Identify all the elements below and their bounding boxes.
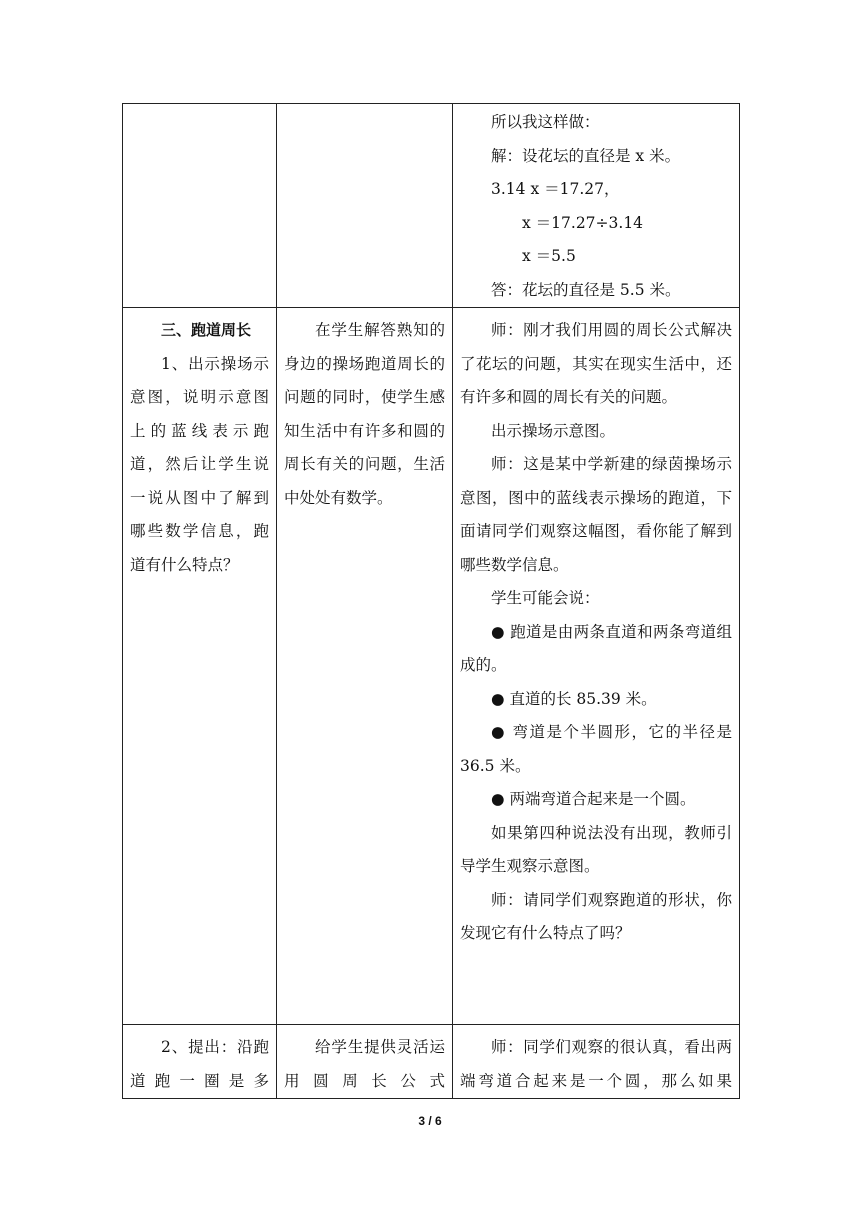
cell-activity [453,1025,740,1099]
activity-paragraph: 师：这是某中学新建的绿茵操场示意图，图中的蓝线表示操场的跑道，下面请同学们观察这幅图，看你能了解到哪些数学信息。 [460,455,732,574]
lesson-plan-table [122,103,740,1099]
step-text: 2、提出：沿跑道跑一圈是多 [130,1038,269,1090]
activity-paragraph: 师：同学们观察的很认真，看出两端弯道合起来是一个圆，那么如果 [460,1038,732,1090]
bullet-item: ● 跑道是由两条直道和两条弯道组成的。 [460,622,732,674]
cell-activity [453,104,740,308]
table-row [123,308,740,1025]
activity-paragraph: 师：刚才我们用圆的周长公式解决了花坛的问题，其实在现实生活中，还有许多和圆的周长有关的问题。 [460,321,732,406]
section-heading: 三、跑道周长 [161,321,252,339]
intent-text: 在学生解答熟知的身边的操场跑道周长的问题的同时，使学生感知生活中有许多和圆的周长有关的问题，生活中处处有数学。 [284,321,445,507]
cell-activity [453,308,740,1025]
bullet-item: ● 直道的长 85.39 米。 [491,689,657,708]
step-text: 1、出示操场示意图，说明示意图上的蓝线表示跑道，然后让学生说一说从图中了解到哪些数学信息，跑道有什么特点？ [130,354,269,574]
cell-intent [277,1025,453,1099]
activity-line: 解：设花坛的直径是 x 米。 [491,146,681,165]
cell-steps [123,1025,277,1099]
table-row [123,1025,740,1099]
answer-line: 答：花坛的直径是 5.5 米。 [491,280,681,299]
cell-intent [277,308,453,1025]
activity-paragraph: 学生可能会说： [491,589,600,607]
bullet-item: ● 弯道是个半圆形，它的半径是 36.5 米。 [460,723,732,775]
cell-intent [277,104,453,308]
activity-paragraph: 如果第四种说法没有出现，教师引导学生观察示意图。 [460,823,732,875]
cell-steps [123,308,277,1025]
bullet-item: ● 两端弯道合起来是一个圆。 [491,790,696,808]
equation-line: x ＝5.5 [522,247,576,265]
activity-paragraph: 师：请同学们观察跑道的形状，你发现它有什么特点了吗？ [460,890,732,942]
table-row [123,104,740,308]
intent-text: 给学生提供灵活运用圆周长公式 [284,1038,445,1090]
activity-line: 所以我这样做： [491,113,600,131]
equation-line: x ＝17.27÷3.14 [522,213,644,232]
activity-paragraph: 出示操场示意图。 [491,421,616,440]
page-number: 3 / 6 [418,1114,442,1128]
cell-steps [123,104,277,308]
activity-line: 3.14 x ＝17.27， [491,180,620,198]
